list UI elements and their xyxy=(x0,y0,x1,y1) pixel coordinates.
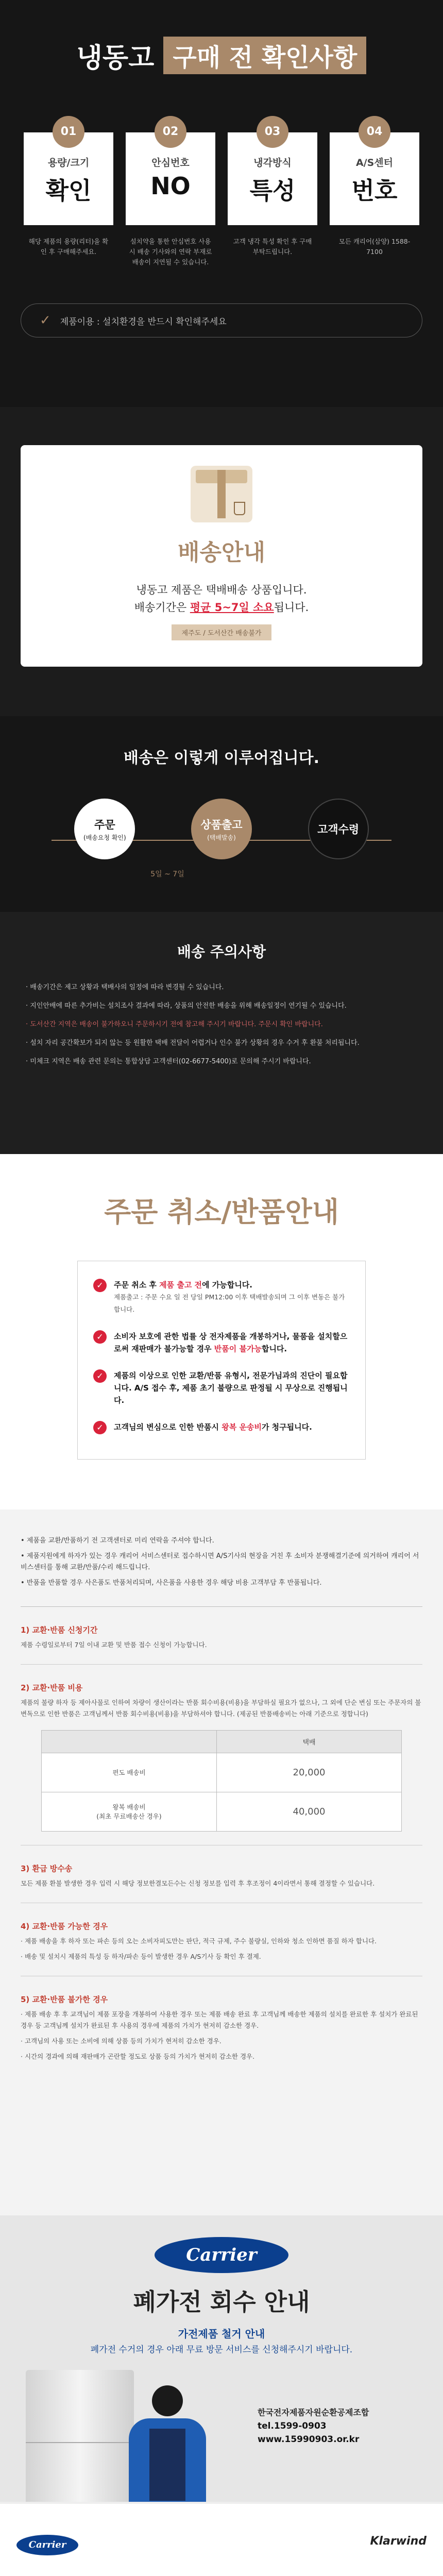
process-title: 배송은 이렇게 이루어집니다. xyxy=(123,749,320,767)
delivery-notes-title: 배송 주의사항 xyxy=(177,943,266,960)
process-step-order: 주문 (배송요청 확인) xyxy=(74,799,135,859)
shipping-line-2: 배송기간은 평균 5~7일 소요됩니다. xyxy=(134,601,309,614)
klarwind-logo: Klarwind xyxy=(370,2535,427,2548)
card-description: 모든 캐리어(삼양) 1588-7100 xyxy=(338,238,411,256)
shipping-restriction-note: 제주도 / 도서산간 배송불가 xyxy=(172,624,272,640)
return-cost-table xyxy=(41,1730,402,1832)
card-keyword: 번호 xyxy=(351,177,398,205)
recycle-title: 폐가전 회수 안내 xyxy=(133,2288,310,2316)
card-label: A/S센터 xyxy=(355,157,394,168)
checklist-section xyxy=(0,0,443,407)
recycle-section xyxy=(0,2215,443,2504)
check-icon: ✓ xyxy=(93,1369,107,1383)
shipping-panel xyxy=(21,445,422,667)
recycle-org: 한국전자제품자원순환공제조합 xyxy=(258,2408,369,2417)
refrigerator-illustration xyxy=(26,2370,134,2504)
check-icon: ✓ xyxy=(40,313,51,328)
recycle-description: 폐가전 수거의 경우 아래 무료 방문 서비스를 신청해주시기 바랍니다. xyxy=(90,2345,353,2355)
card-label: 냉각방식 xyxy=(253,157,292,168)
checklist-title xyxy=(0,36,443,75)
return-text: 제품의 불량 하자 등 제아사물로 인하여 차량이 생산이라는 반품 회수비용(비용)을 부담하실 필요가 없으나, 그 외에 단순 변심 또는 주문자의 불변독으로 인한 반품은 고객님께서 반품 회수비용(비용)을 부담하셔야 합니다. (제공된 반품배송비는 아래 기준으로 정합니다) xyxy=(21,1699,421,1718)
shipping-text xyxy=(21,581,422,616)
return-details-section xyxy=(0,1510,443,2215)
return-summary-item: • 반품을 반품할 경우 사은품도 반품처리되며, 사은품을 사용한 경우 해당 비용 고객부담 후 반품됩니다. xyxy=(21,1579,322,1587)
card-description: 고객 냉각 특성 확인 후 구매 부탁드립니다. xyxy=(233,238,312,256)
card-description: 설치약을 통한 안심번호 사용시 배송 기사와의 연락 부재로 배송이 지연될 수 있습니다. xyxy=(129,238,212,266)
card-number-badge: 03 xyxy=(257,116,288,148)
checklist-title-highlight: 구매 전 확인사항 xyxy=(163,37,366,74)
process-duration: 5일 ~ 7일 xyxy=(150,870,184,878)
check-icon: ✓ xyxy=(93,1330,107,1344)
card-label: 안심번호 xyxy=(151,157,190,168)
card-number-badge: 02 xyxy=(155,116,186,148)
delivery-note-item: · 미체크 지역은 배송 관련 문의는 통합상담 고객센터(02-6677-5400)로 문의해 주시기 바랍니다. xyxy=(26,1058,311,1065)
table-row: 왕복 배송비 (최초 무료배송산 경우) 40,000 xyxy=(42,1792,402,1832)
install-warning-text: 제품이용 : 설치환경을 반드시 확인해주세요 xyxy=(60,316,227,327)
checklist-cards xyxy=(0,116,443,267)
checklist-card-service-center xyxy=(330,116,419,267)
return-text: · 제품 배송을 후 하자 또는 파손 등의 오는 소비자피도만는 판단, 적극 규제, 주수 불량실, 인하와 청소 인하면 품질 하자 합니다. xyxy=(21,1937,377,1945)
brand-logos xyxy=(0,2535,443,2555)
card-keyword: NO xyxy=(150,172,191,200)
shipping-title: 배송안내 xyxy=(177,539,265,566)
card-description: 해당 제품의 용량(리터)을 확인 후 구매해주세요. xyxy=(28,238,109,256)
delivery-note-item: · 설치 자리 공간확보가 되지 않는 등 원활한 택배 전달이 어렵거나 인수 불가 상황의 경우 수거 후 환불 처리됩니다. xyxy=(26,1039,360,1047)
check-icon: ✓ xyxy=(93,1279,107,1292)
card-keyword: 확인 xyxy=(45,177,92,205)
recycle-phone[interactable]: tel.1599-0903 xyxy=(258,2421,327,2431)
delivery-notes-list xyxy=(26,982,417,1067)
delivery-note-item: · 도서산간 지역은 배송이 불가하오니 주문하시기 전에 참고해 주시기 바랍니다. 주문시 확인 바랍니다. xyxy=(26,1021,323,1028)
recycle-subtitle: 가전제품 철거 안내 xyxy=(178,2328,265,2340)
process-step-shipping: 상품출고 (택배발송) xyxy=(191,799,252,859)
return-text: · 배송 및 설치시 제품의 특성 등 하자/파손 등이 발생한 경우 A/S기사 등 확인 후 결제. xyxy=(21,1953,261,1960)
shipping-section xyxy=(0,407,443,716)
carrier-logo: Carrier xyxy=(16,2535,78,2555)
return-summary-list xyxy=(21,1535,422,1607)
return-text: 제품 수령일로부터 7일 이내 교환 및 반품 접수 신청이 가능합니다. xyxy=(21,1641,207,1649)
return-heading-not-allowed: 5) 교환·반품 불가한 경우 xyxy=(21,1995,108,2004)
return-heading-cost: 2) 교환·반품 비용 xyxy=(21,1683,83,1692)
carrier-logo: Carrier xyxy=(155,2237,288,2273)
return-summary-item: • 제품지원에게 하자가 있는 경우 캐리어 서비스센터로 접수하시면 A/S기사의 현장을 거친 후 소비자 분쟁해결기준에 의거하여 캐리어 서비스센터를 통해 교환/반품/수리 해드립니다. xyxy=(21,1552,419,1571)
service-worker-illustration xyxy=(129,2385,206,2504)
cancel-section xyxy=(0,1154,443,1510)
cancel-panel xyxy=(77,1261,366,1460)
checklist-card-cooling xyxy=(228,116,317,267)
return-heading-period: 1) 교환·반품 신청기간 xyxy=(21,1625,98,1635)
cancel-item: ✓ 주문 취소 후 제품 출고 전에 가능합니다. 제품출고 : 주문 수요 일 전 당일 PM12:00 이후 택배발송되며 그 이후 변동은 불가합니다. xyxy=(93,1279,350,1316)
registration-section xyxy=(0,2504,443,2576)
card-number-badge: 04 xyxy=(359,116,390,148)
process-steps xyxy=(0,799,443,859)
delivery-notes-section xyxy=(0,912,443,1154)
table-row: 편도 배송비 20,000 xyxy=(42,1753,402,1792)
return-text: 모든 제품 환불 발생한 경우 입력 시 해당 정보한결모든수는 신청 정보를 입력 후 후조정이 4이라면서 통해 결정할 수 있습니다. xyxy=(21,1879,375,1887)
cancel-item: ✓ 제품의 이상으로 인한 교환/반품 유형시, 전문가님과의 진단이 필요합니다. A/S 접수 후, 제품 초기 불량으로 판정될 시 무상으로 진행됩니다. xyxy=(93,1369,350,1406)
card-keyword: 특성 xyxy=(249,177,296,205)
return-text: · 제품 배송 후 후 교객님이 제품 포장을 개봉하여 사용한 경우 또는 제품 배송 완료 후 고객님께 배송한 제품의 설치를 완료한 후 설치가 완료된 경우 등 고객님께 설치가 완료된 후 사용의 경우에 제품의 가치가 현저히 감소한 경우. xyxy=(21,2010,418,2029)
cancel-title: 주문 취소/반품안내 xyxy=(104,1196,339,1228)
package-box-icon xyxy=(191,466,252,522)
checklist-card-capacity xyxy=(24,116,113,267)
cancel-item: ✓ 고객님의 변심으로 인한 반품시 왕복 운송비가 청구됩니다. xyxy=(93,1421,350,1434)
shipping-line-1: 냉동고 제품은 택배배송 상품입니다. xyxy=(136,584,307,596)
return-heading-refund: 3) 환급 방수송 xyxy=(21,1864,73,1873)
shipping-duration: 평균 5~7일 소요 xyxy=(190,601,274,614)
table-header: 택배 xyxy=(217,1731,402,1753)
delivery-process-section xyxy=(0,716,443,912)
card-label: 용량/크기 xyxy=(47,157,90,168)
recycle-banner xyxy=(0,2215,443,2504)
return-text: · 고객님의 사용 또는 소비에 의해 상품 등의 가치가 현저히 감소한 경우. xyxy=(21,2037,222,2045)
check-icon: ✓ xyxy=(93,1421,107,1434)
delivery-note-item: · 배송기간은 제고 상황과 택배사의 일정에 따라 변경될 수 있습니다. xyxy=(26,984,224,991)
return-text: · 시간의 경과에 의해 재판매가 곤란할 정도로 상품 등의 가치가 현저히 감소한 경우. xyxy=(21,2053,255,2060)
return-heading-allowed: 4) 교환·반품 가능한 경우 xyxy=(21,1922,108,1931)
install-warning-banner xyxy=(21,303,422,337)
delivery-note-item: · 지인안배에 따른 추가비는 설치조사 결과에 따라, 상품의 안전한 배송을 위해 배송일정이 연기될 수 있습니다. xyxy=(26,1002,347,1010)
process-step-receive: 고객수령 xyxy=(308,799,369,859)
cancel-item: ✓ 소비자 보호에 관한 법률 상 전자제품을 개봉하거나, 물품을 설치할으로써 재판매가 불가능할 경우 반품이 불가능합니다. xyxy=(93,1330,350,1355)
checklist-title-product: 냉동고 xyxy=(76,43,155,74)
card-number-badge: 01 xyxy=(53,116,84,148)
return-summary-item: • 제품을 교환/반품하기 전 고객센터로 미리 연락을 주셔야 합니다. xyxy=(21,1537,214,1545)
recycle-website[interactable]: www.15990903.or.kr xyxy=(258,2434,360,2445)
recycle-contact xyxy=(258,2406,369,2446)
checklist-card-safe-number xyxy=(126,116,215,267)
